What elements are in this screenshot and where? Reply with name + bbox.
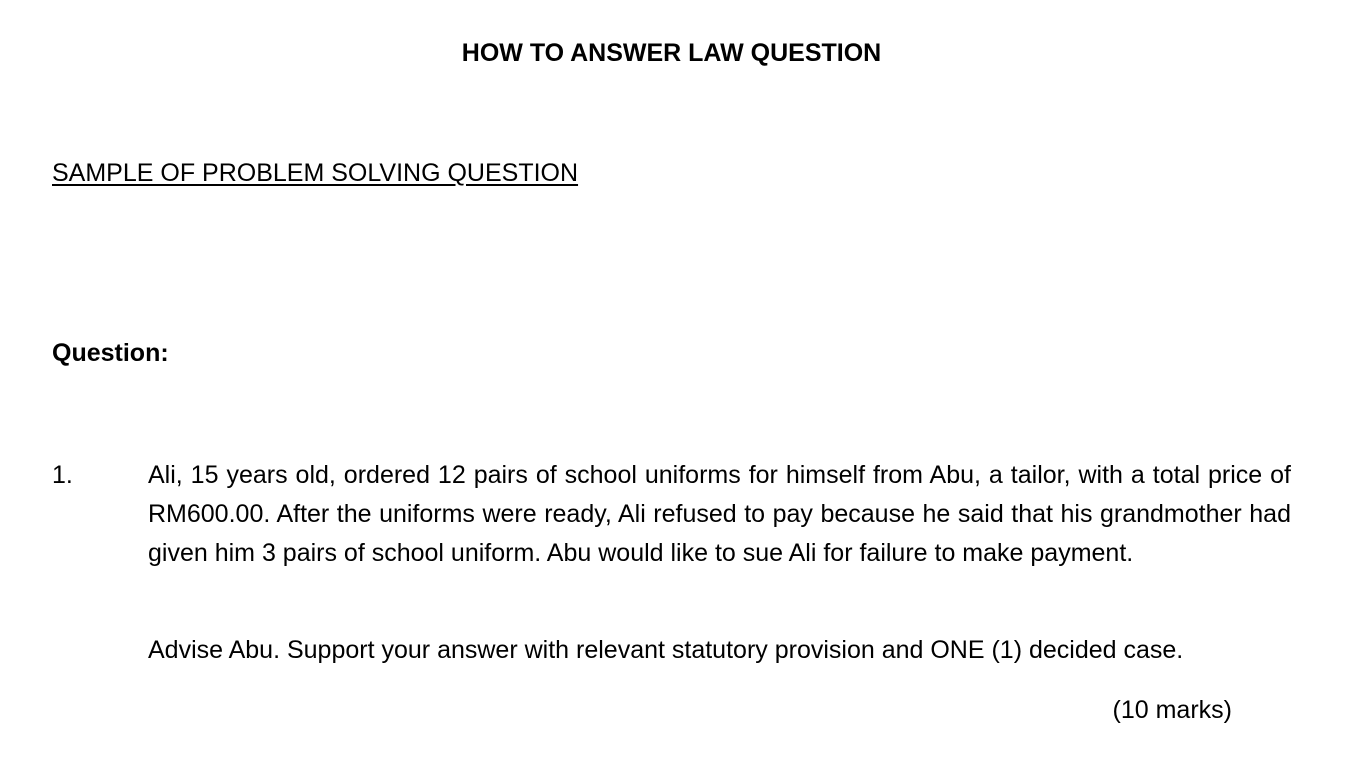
marks-allocation: (10 marks) <box>1112 696 1232 724</box>
question-instruction: Advise Abu. Support your answer with relevant statutory provision and ONE (1) decided case. <box>148 636 1184 664</box>
document-title: HOW TO ANSWER LAW QUESTION <box>461 39 882 67</box>
section-heading: SAMPLE OF PROBLEM SOLVING QUESTION <box>52 159 579 187</box>
question-body: Ali, 15 years old, ordered 12 pairs of school uniforms for himself from Abu, a tailor, with a total price of RM600.00. After the uniforms were ready, Ali refused to pay because he said that his grandmother had given him 3 pairs of school uniform. Abu would like to sue Ali for failure to make payment. <box>148 461 1291 567</box>
question-label: Question: <box>52 339 169 367</box>
question-number: 1. <box>52 461 73 489</box>
